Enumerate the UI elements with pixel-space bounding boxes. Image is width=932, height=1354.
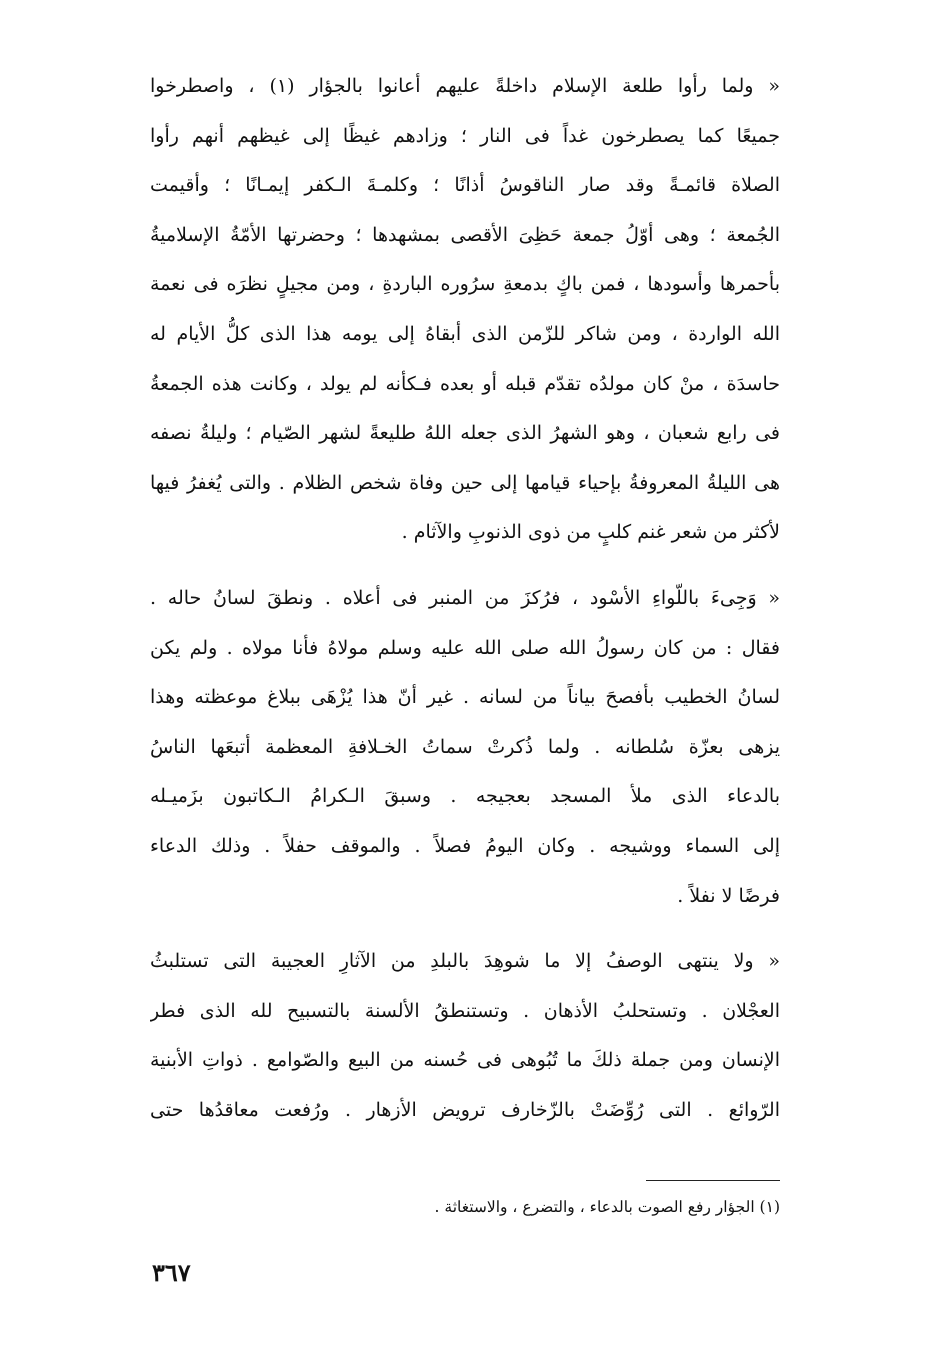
text-line: فى رابع شعبان ، وهو الشهرُ الذى جعله اللهُ طليعةً لشهر الصّيام ؛ وليلةُ نصفه xyxy=(150,422,780,445)
text-line: يزهى بعزّة سُلطانه . ولما ذُكرتْ سماتُ الخـلافةِ المعظمة أتبعَها الناسُ xyxy=(150,735,780,758)
text-line: الرّوائع . التى رُوِّضَتْ بالزّخارف ترويض الأزهار . ورُفعت معاقدُها حتى xyxy=(150,1098,780,1121)
text-line: جميعًا كما يصطرخون غداً فى النار ؛ وزادهم غيظًا إلى غيظهم أنهم رأوا xyxy=(150,124,780,147)
text-line: الله الواردة ، ومن شاكر للزّمن الذى أبقاهُ إلى يومه هذا الذى كلُّ الأيام له xyxy=(150,322,780,345)
footnote: (١) الجؤار رفع الصوت بالدعاء ، والتضرع ، والاستغاثة . xyxy=(434,1198,780,1216)
text-line: بالدعاء الذى ملأ المسجد بعجيجه . وسبقَ الـكرامُ الـكاتبون بزَميـله xyxy=(150,785,780,808)
text-line: الجُمعة ؛ وهى أوّلُ جمعة حَظِىَ الأقصى بمشهدها ؛ وحضرتها الأمّةُ الإسلاميةُ xyxy=(150,223,780,246)
footnote-separator xyxy=(646,1180,780,1181)
text-line: لسانُ الخطيب بأفصحَ بياناً من لسانه . غير أنّ هذا يُزْهَى ببلاغ موعظته وهذا xyxy=(150,686,780,709)
text-line: فرضًا لا نفلاً . xyxy=(677,884,780,907)
text-line: بأحمرها وأسودها ، فمن باكٍ بدمعةِ سرُوره الباردةِ ، ومن مجيلٍ نظرَه فى نعمة xyxy=(150,273,780,296)
main-text xyxy=(150,62,780,1135)
text-line: « ولا ينتهى الوصفُ إلا ما شوهِدَ بالبلدِ من الآثارِ العجيبة التى تستلبثُ xyxy=(150,950,780,973)
text-line: حاسدَة ، منْ كان مولدُه تقدّم قبله أو بعده فـكأنه لم يولد ، وكانت هذه الجمعةُ xyxy=(150,372,780,395)
text-line: الإنسان ومن جملة ذلكَ ما تُبُوهى فى حُسنه من البيع والصّوامع . ذواتِ الأبنية xyxy=(150,1049,780,1072)
text-line: إلى السماء ووشيجه . وكان اليومُ فصلاً . والموقف حفلاً . وذلك الدعاء xyxy=(150,834,780,857)
paragraph-2 xyxy=(150,574,780,921)
text-line: « وَجِىءَ باللّواءِ الأسْود ، فرُكزَ من المنبر فى أعلاه . ونطقَ لسانُ حاله . xyxy=(150,586,780,609)
page-number: ٣٦٧ xyxy=(152,1258,191,1287)
text-line: الصلاة قائمـةً وقد صار الناقوسُ أذانًا ؛ وكلمـةَ الـكفر إيمـانًا ؛ وأقيمت xyxy=(150,174,780,197)
text-line: « ولما رأوا طلعة الإسلام داخلةً عليهم أعانوا بالجؤار (١) ، واصطرخوا xyxy=(150,75,780,97)
text-line: هى الليلةُ المعروفةُ بإحياء قيامها إلى حين وفاة شخص الظلام . والتى يُغفرُ فيها xyxy=(150,471,780,494)
text-line: فقال : من كان رسولُ الله صلى الله عليه وسلم مولاهُ فأنا مولاه . ولم يكن xyxy=(150,636,780,659)
paragraph-1 xyxy=(150,62,780,558)
text-line: العجْلان . وتستحلبُ الأذهان . وتستنطقُ الألسنة بالتسبيح لله الذى فطر xyxy=(150,999,780,1022)
text-line: لأكثر من شعر غنم كلبٍ من ذوى الذنوبِ والآثام . xyxy=(401,521,780,544)
paragraph-3 xyxy=(150,937,780,1135)
